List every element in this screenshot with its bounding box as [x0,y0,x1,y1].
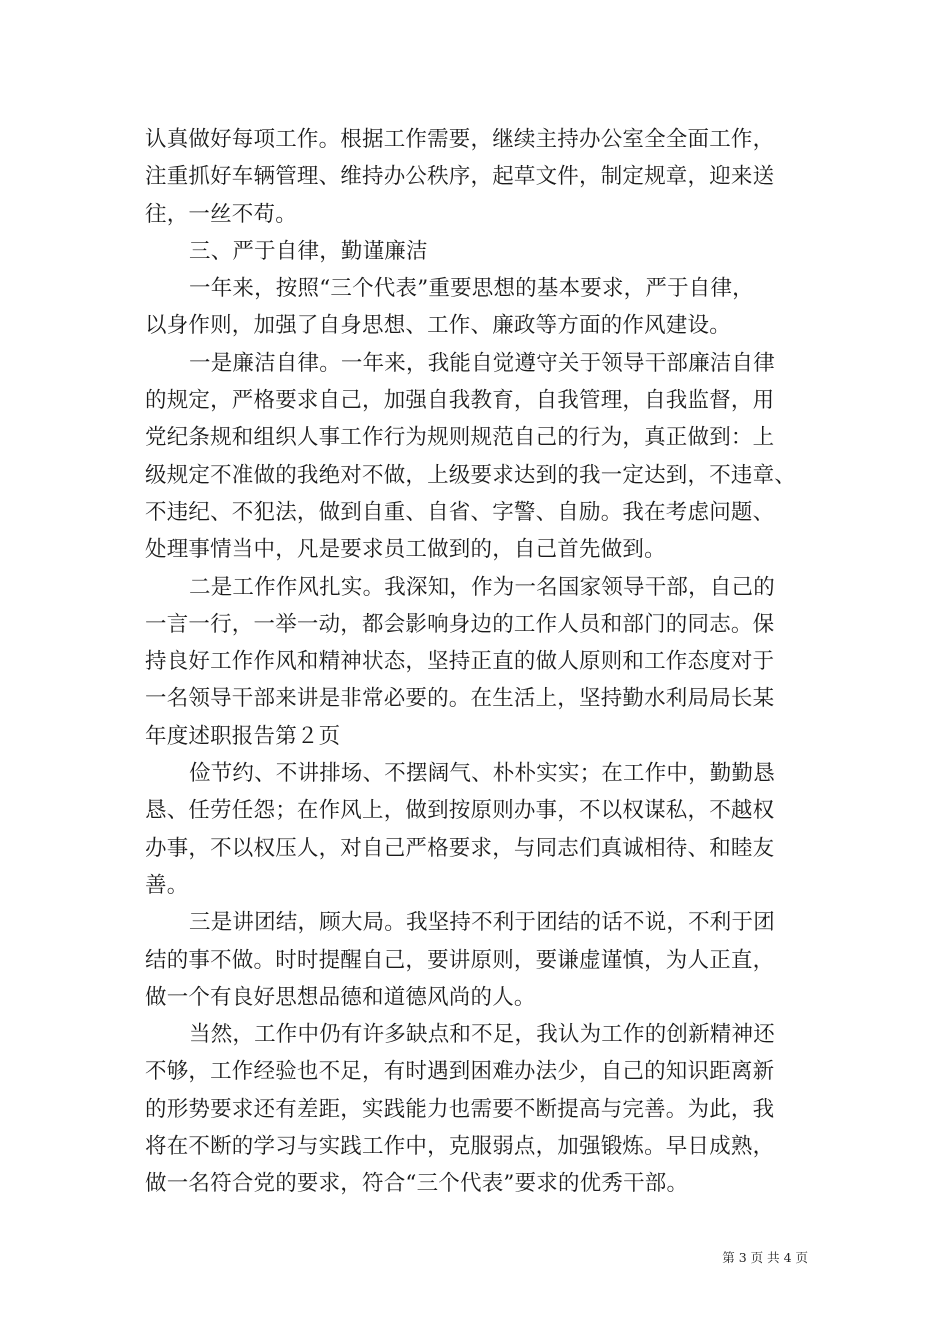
text-line: 做一名符合党的要求，符合“三个代表”要求的优秀干部。 [145,1171,689,1197]
text-line: 往，一丝不苟。 [145,201,297,227]
text-line: 将在不断的学习与实践工作中，克服弱点，加强锻炼。早日成熟， [145,1134,775,1160]
page-number-footer: 第 3 页 共 4 页 [722,1250,808,1265]
text-line: 二是工作作风扎实。我深知，作为一名国家领导干部，自己的 [189,574,775,600]
text-line: 的规定，严格要求自己，加强自我教育，自我管理，自我监督，用 [145,388,775,414]
text-line: 年度述职报告第２页 [145,723,341,749]
text-line: 办事，不以权压人，对自己严格要求，与同志们真诚相待、和睦友 [145,835,775,861]
text-line: 做一个有良好思想品德和道德风尚的人。 [145,984,536,1010]
text-line: 三是讲团结，顾大局。我坚持不利于团结的话不说，不利于团 [189,910,775,936]
text-line: 善。 [145,872,189,898]
text-line: 持良好工作作风和精神状态，坚持正直的做人原则和工作态度对于 [145,649,775,675]
text-line: 一言一行，一举一动，都会影响身边的工作人员和部门的同志。保 [145,611,775,637]
text-line: 注重抓好车辆管理、维持办公秩序，起草文件，制定规章，迎来送 [145,164,775,190]
text-line: 认真做好每项工作。根据工作需要，继续主持办公室全全面工作， [145,127,775,152]
text-line: 级规定不准做的我绝对不做，上级要求达到的我一定达到，不违章、 [145,462,797,488]
text-line: 当然，工作中仍有许多缺点和不足，我认为工作的创新精神还 [189,1022,775,1048]
text-line: 党纪条规和组织人事工作行为规则规范自己的行为，真正做到：上 [145,425,775,451]
text-line: 一名领导干部来讲是非常必要的。在生活上，坚持勤水利局局长某 [145,686,775,712]
text-line: 一年来，按照“三个代表”重要思想的基本要求，严于自律， [189,276,754,302]
document-body [145,121,817,1203]
text-line: 结的事不做。时时提醒自己，要讲原则，要谦虚谨慎，为人正直， [145,947,775,973]
text-line: 不违纪、不犯法，做到自重、自省、字警、自励。我在考虑问题、 [145,499,775,525]
text-line: 以身作则，加强了自身思想、工作、廉政等方面的作风建设。 [145,313,731,339]
text-line: 不够，工作经验也不足，有时遇到困难办法少，自己的知识距离新 [145,1059,775,1085]
text-line: 处理事情当中，凡是要求员工做到的，自己首先做到。 [145,537,666,563]
text-line: 俭节约、不讲排场、不摆阔气、朴朴实实；在工作中，勤勤恳 [189,761,775,787]
text-line: 一是廉洁自律。一年来，我能自觉遵守关于领导干部廉洁自律 [189,350,775,376]
text-line: 恳、任劳任怨；在作风上，做到按原则办事，不以权谋私，不越权 [145,798,775,824]
text-line: 的形势要求还有差距，实践能力也需要不断提高与完善。为此，我 [145,1096,775,1122]
text-line: 三、严于自律，勤谨廉洁 [189,238,428,264]
